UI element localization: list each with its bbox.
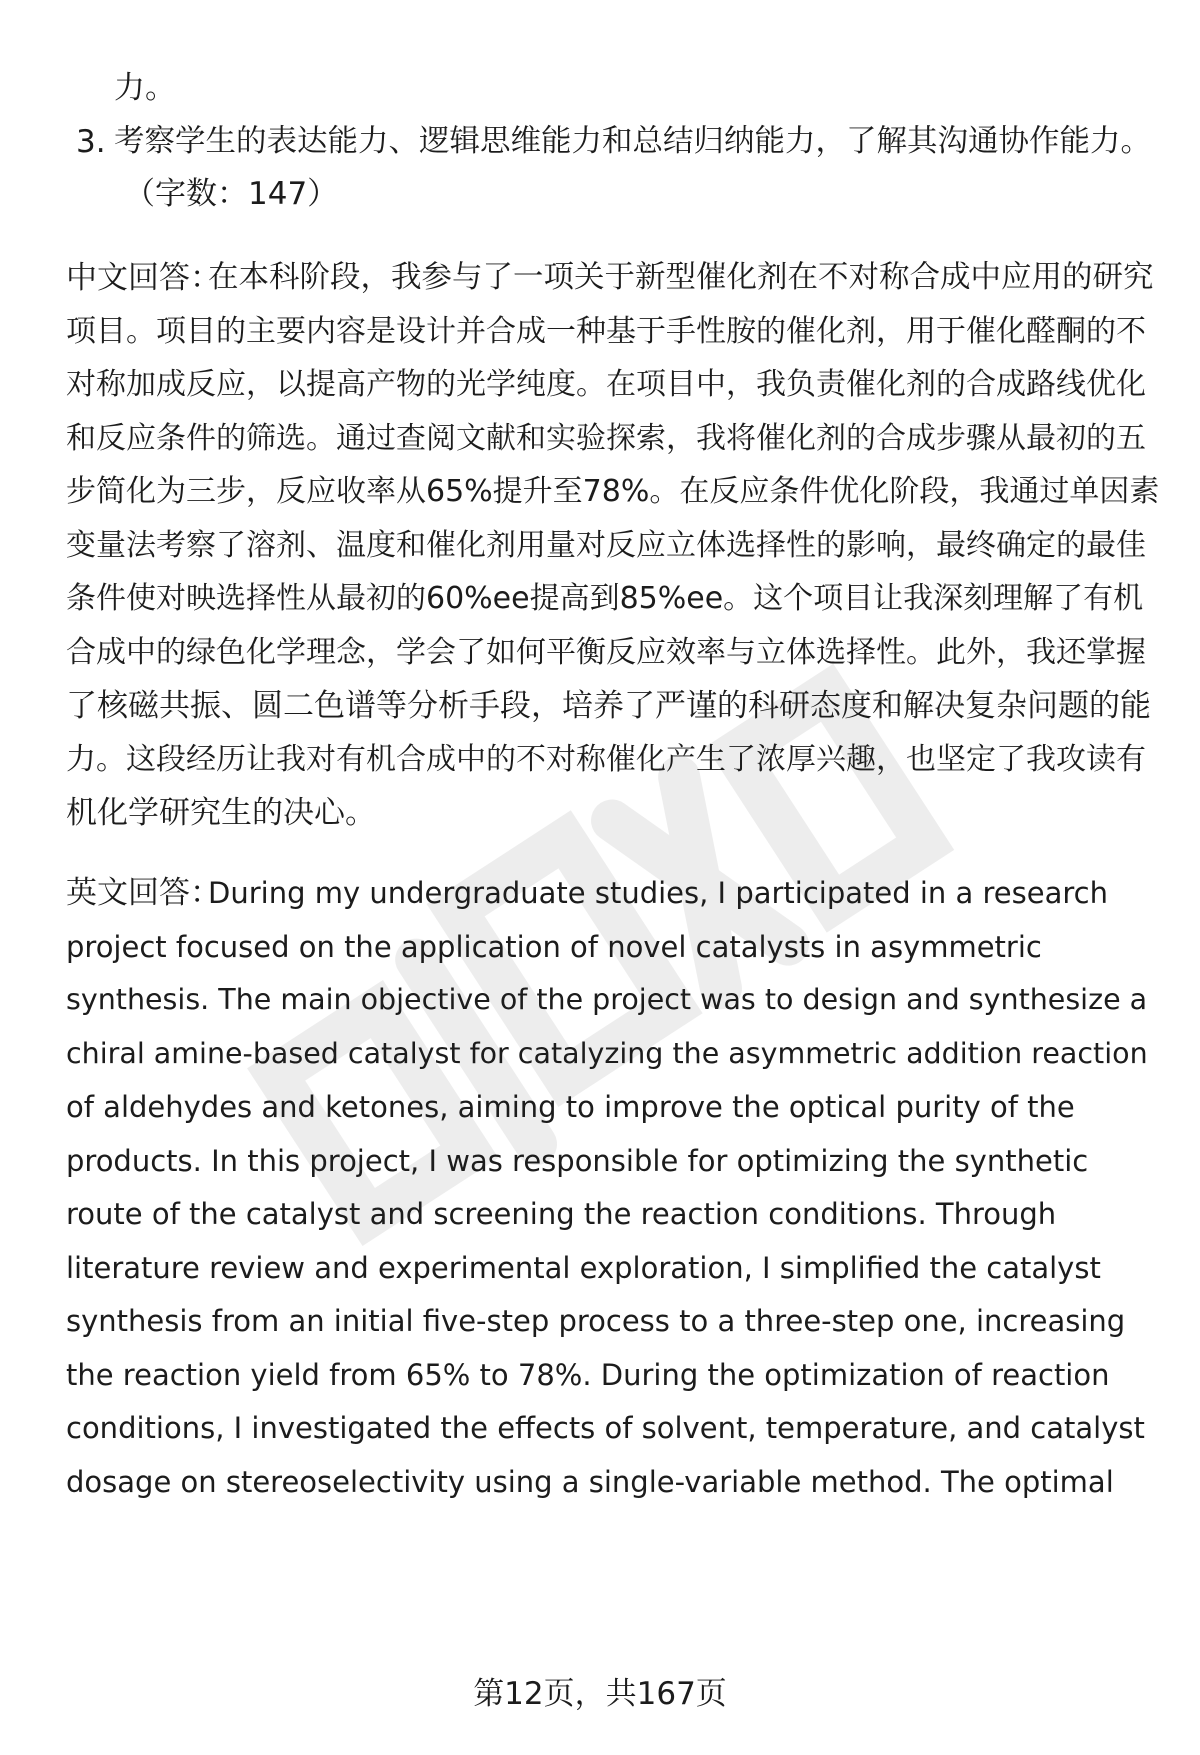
chinese-answer-line: 机化学研究生的决心。 [66, 795, 376, 831]
english-answer-line: literature review and experimental exploration, I simplified the catalyst [66, 1251, 1101, 1285]
english-answer-line: route of the catalyst and screening the reaction conditions. Through [66, 1197, 1057, 1231]
word-count: （字数：147） [124, 176, 339, 212]
chinese-answer-line: 和反应条件的筛选。通过查阅文献和实验探索，我将催化剂的合成步骤从最初的五 [66, 421, 1146, 456]
english-answer-line: synthesis from an initial five-step process to a three-step one, increasing [66, 1304, 1126, 1338]
english-answer-line: conditions, I investigated the effects of solvent, temperature, and catalyst [66, 1411, 1145, 1445]
english-answer-line: project focused on the application of novel catalysts in asymmetric [66, 930, 1042, 964]
list-item-3-number: 3. [76, 124, 106, 160]
chinese-answer-line: 合成中的绿色化学理念，学会了如何平衡反应效率与立体选择性。此外，我还掌握 [66, 635, 1146, 670]
chinese-answer-label: 中文回答： [66, 260, 221, 296]
chinese-answer-line: 变量法考察了溶剂、温度和催化剂用量对反应立体选择性的影响，最终确定的最佳 [66, 528, 1146, 563]
english-answer-line: of aldehydes and ketones, aiming to improve the optical purity of the [66, 1090, 1075, 1124]
english-answer-line: dosage on stereoselectivity using a single-variable method. The optimal [66, 1465, 1114, 1499]
english-answer-line: chiral amine-based catalyst for catalyzing the asymmetric addition reaction [66, 1037, 1148, 1070]
english-answer-label: 英文回答： [66, 875, 221, 911]
english-answer-line: products. In this project, I was responsible for optimizing the synthetic [66, 1144, 1089, 1178]
english-answer-line: the reaction yield from 65% to 78%. During the optimization of reaction [66, 1358, 1110, 1392]
intro-continuation: 力。 [114, 70, 176, 106]
english-answer-line: synthesis. The main objective of the project was to design and synthesize a [66, 983, 1148, 1016]
chinese-answer-line: 力。这段经历让我对有机合成中的不对称催化产生了浓厚兴趣，也坚定了我攻读有 [66, 742, 1146, 777]
chinese-answer-line: 条件使对映选择性从最初的60%ee提高到85%ee。这个项目让我深刻理解了有机 [66, 581, 1144, 616]
chinese-answer-line: 对称加成反应，以提高产物的光学纯度。在项目中，我负责催化剂的合成路线优化 [66, 367, 1146, 402]
page-number-footer: 第12页，共167页 [473, 1676, 727, 1712]
chinese-answer-line: 项目。项目的主要内容是设计并合成一种基于手性胺的催化剂，用于催化醛酮的不 [66, 314, 1146, 349]
chinese-answer-line: 了核磁共振、圆二色谱等分析手段，培养了严谨的科研态度和解决复杂问题的能 [66, 688, 1151, 724]
chinese-answer-line: 在本科阶段，我参与了一项关于新型催化剂在不对称合成中应用的研究 [208, 260, 1154, 295]
list-item-3-text: 考察学生的表达能力、逻辑思维能力和总结归纳能力，了解其沟通协作能力。 [114, 124, 1151, 159]
chinese-answer-line: 步简化为三步，反应收率从65%提升至78%。在反应条件优化阶段，我通过单因素 [66, 474, 1160, 509]
english-answer-line: During my undergraduate studies, I participated in a research [208, 876, 1108, 910]
